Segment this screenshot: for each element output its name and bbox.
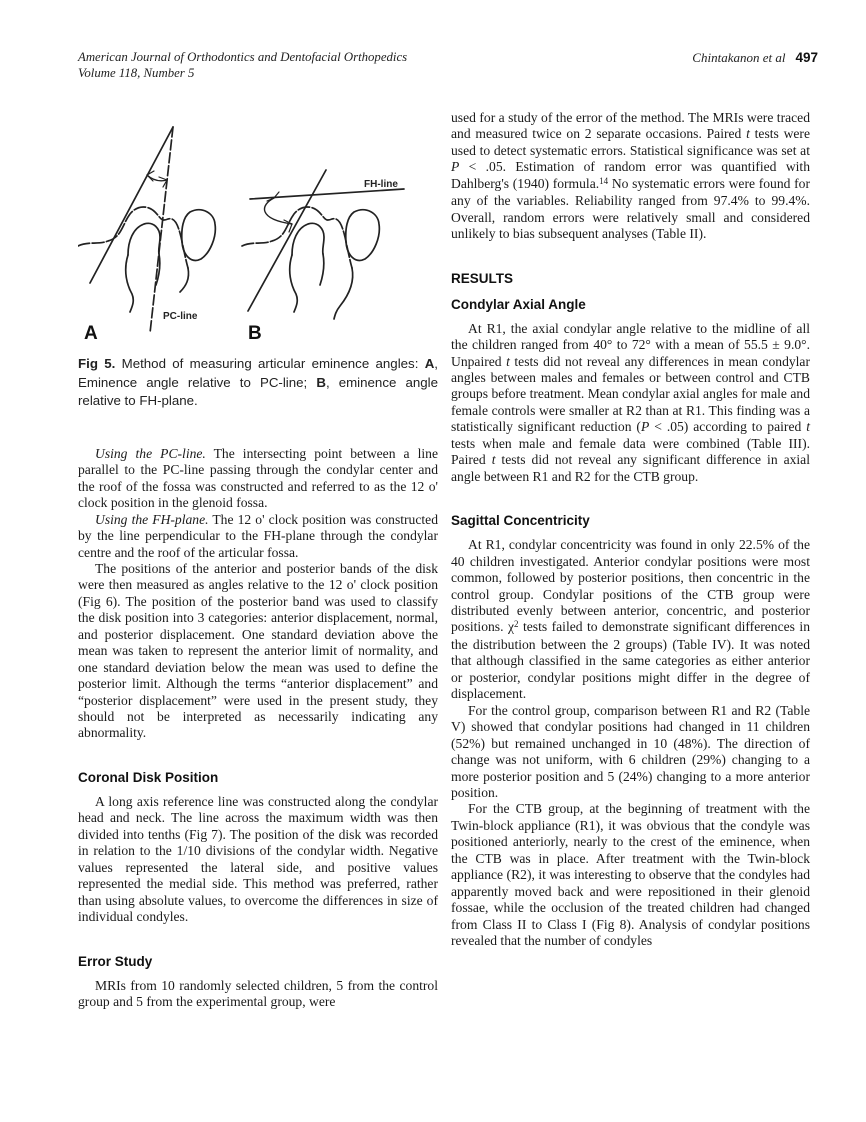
paragraph: The positions of the anterior and posterior bands of the disk were then measured as angles relative to the 12 o' clock position (Fig 6). The position of the posterior band was used to classify the disk position into 3 categories: anterior displacement, normal, and posterior displacement. One standard deviation above the mean was taken to represent the anterior limit of normality, and one standard deviation below the mean was used to define the posterior limit. Although the terms “anterior displacement” and “posterior displacement” were used in the present study, they should not be interpreted as necessarily indicating any abnormality. — [78, 560, 438, 741]
auditory-structure-b — [346, 210, 380, 261]
section-heading: RESULTS — [451, 270, 514, 286]
paragraph: MRIs from 10 randomly selected children, 5 from the control group and 5 from the experimental group, were — [78, 977, 438, 1010]
paragraph: For the CTB group, at the beginning of treatment with the Twin-block appliance (R1), it was obvious that the condyle was positioned anteriorly, nearly to the crest of the eminence, when the CTB was in place. After treatment with the Twin-block appliance (R2), it was interesting to observe that the condyles had apparently moved back and were repositioned in their glenoid fossae, while the occlusion of the treated children had changed from Class II to Class I (Fig 8). Analysis of condylar positions revealed that the number of condyles — [451, 801, 810, 949]
condyle-tail-left-b — [290, 255, 298, 312]
fossa-tail-b — [334, 268, 353, 319]
fh-line-b — [250, 189, 404, 199]
section-heading: Sagittal Concentricity — [451, 513, 590, 529]
angle-arrowheads-a — [147, 171, 167, 187]
running-head-authors: Chintakanon et al — [692, 50, 786, 65]
pc-line-a — [150, 127, 173, 333]
running-head — [692, 50, 818, 66]
pc-line-label: PC-line — [163, 311, 198, 322]
section-heading: Condylar Axial Angle — [451, 296, 586, 312]
page-number: 497 — [795, 50, 818, 65]
page-header — [78, 50, 818, 81]
left-column-text — [78, 446, 438, 1011]
fossa-outline-b — [242, 207, 352, 268]
figure-5 — [78, 113, 430, 345]
condyle-tail-right-b — [320, 254, 324, 285]
right-column-text — [451, 110, 810, 949]
journal-title-block — [78, 50, 407, 81]
section-heading: Error Study — [78, 953, 153, 969]
paragraph: For the control group, comparison between R1 and R2 (Table V) showed that condylar positions had changed in 11 children (52%) but remained unchanged in 10 (48%). The direction of change was not uniform, with 6 children (29%) changing to a more posterior position and 5 (24%) changing to a more anterior position. — [451, 702, 810, 800]
drawing-b-label: B — [248, 323, 262, 344]
paragraph: used for a study of the error of the method. The MRIs were traced and measured twice on 2 separate occasions. Paired t tests were used to detect systematic errors. Statistical significance was set at P < .05. Estimation of random error was quantified with Dahlberg's (1940) formula.$^{14}$ No systematic errors were found for any of the variables. Reliability ranged from 97.4% to 99.4%. Overall, random errors were relatively small and considered unlikely to bias subsequent analyses (Table II). — [451, 110, 810, 242]
condyle-tail-left-a — [126, 255, 134, 312]
fh-line-label: FH-line — [364, 179, 398, 190]
paragraph: Using the PC-line. The intersecting point between a line parallel to the PC-line passing through the condylar center and the roof of the fossa was constructed and referred to as the 12 o' clock position in the glenoid fossa. — [78, 445, 438, 511]
figure-drawing-a — [78, 127, 215, 344]
condyle-outline-b — [292, 223, 324, 255]
fossa-outline-a — [78, 207, 188, 268]
figure-drawing-b — [242, 170, 404, 344]
eminence-line-a — [90, 127, 173, 283]
paragraph: At R1, the axial condylar angle relative to the midline of all the children ranged from 40° to 72° with a mean of 55.5 ± 9.0°. Unpaired t tests did not reveal any differences in mean condylar angles between males and females or between control and CTB groups before treatment. Mean condylar axial angles for male and female controls were smaller at R2 than at R1. This finding was a statistically significant reduction (P < .05) according to paired t tests when male and female data were combined (Table III). Paired t tests did not reveal any significant difference in axial angle between R1 and R2 for the CTB group. — [451, 320, 810, 484]
figure-5-drawing — [78, 113, 430, 345]
auditory-structure-a — [182, 210, 216, 261]
angle-arc-b — [264, 198, 292, 224]
condyle-outline-a — [128, 223, 160, 255]
fossa-tail-a — [180, 268, 189, 292]
paragraph: Using the FH-plane. The 12 o' clock position was constructed by the line perpendicular to the FH-plane through the condylar centre and the roof of the articular fossa. — [78, 511, 438, 560]
section-heading: Coronal Disk Position — [78, 769, 219, 785]
figure-caption: Fig 5. Method of measuring articular eminence angles: A, Eminence angle relative to PC-line; B, eminence angle relative to FH-plane. — [78, 356, 438, 409]
eminence-line-b — [248, 170, 326, 311]
right-column — [451, 110, 810, 949]
paragraph: At R1, condylar concentricity was found in only 22.5% of the 40 children investigated. Anterior condylar positions were most common, followed by posterior positions, then concentric in the control group. Condylar positions of the CTB group were distributed evenly between anterior, concentric, and posterior positions. $\chi^2$ tests failed to demonstrate significant differences in the distribution between the 2 groups) (Table IV). It was noted that although classified in the same categories as either anterior or posterior, condylar positions might differ in the degree of displacement. — [451, 537, 810, 702]
journal-name: American Journal of Orthodontics and Dentofacial Orthopedics — [78, 50, 408, 64]
drawing-a-label: A — [84, 323, 98, 344]
journal-issue: Volume 118, Number 5 — [78, 65, 195, 80]
paragraph: A long axis reference line was constructed along the condylar head and neck. The line across the maximum width was then divided into tenths (Fig 7). The position of the disk was recorded in relation to the 1/10 divisions of the condylar width. Negative values represented the lateral side, and positive values represented the medial side. This method was preferred, rather than using absolute values, to overcome the differences in size of individual condyles. — [78, 793, 438, 925]
left-column — [78, 113, 438, 1010]
